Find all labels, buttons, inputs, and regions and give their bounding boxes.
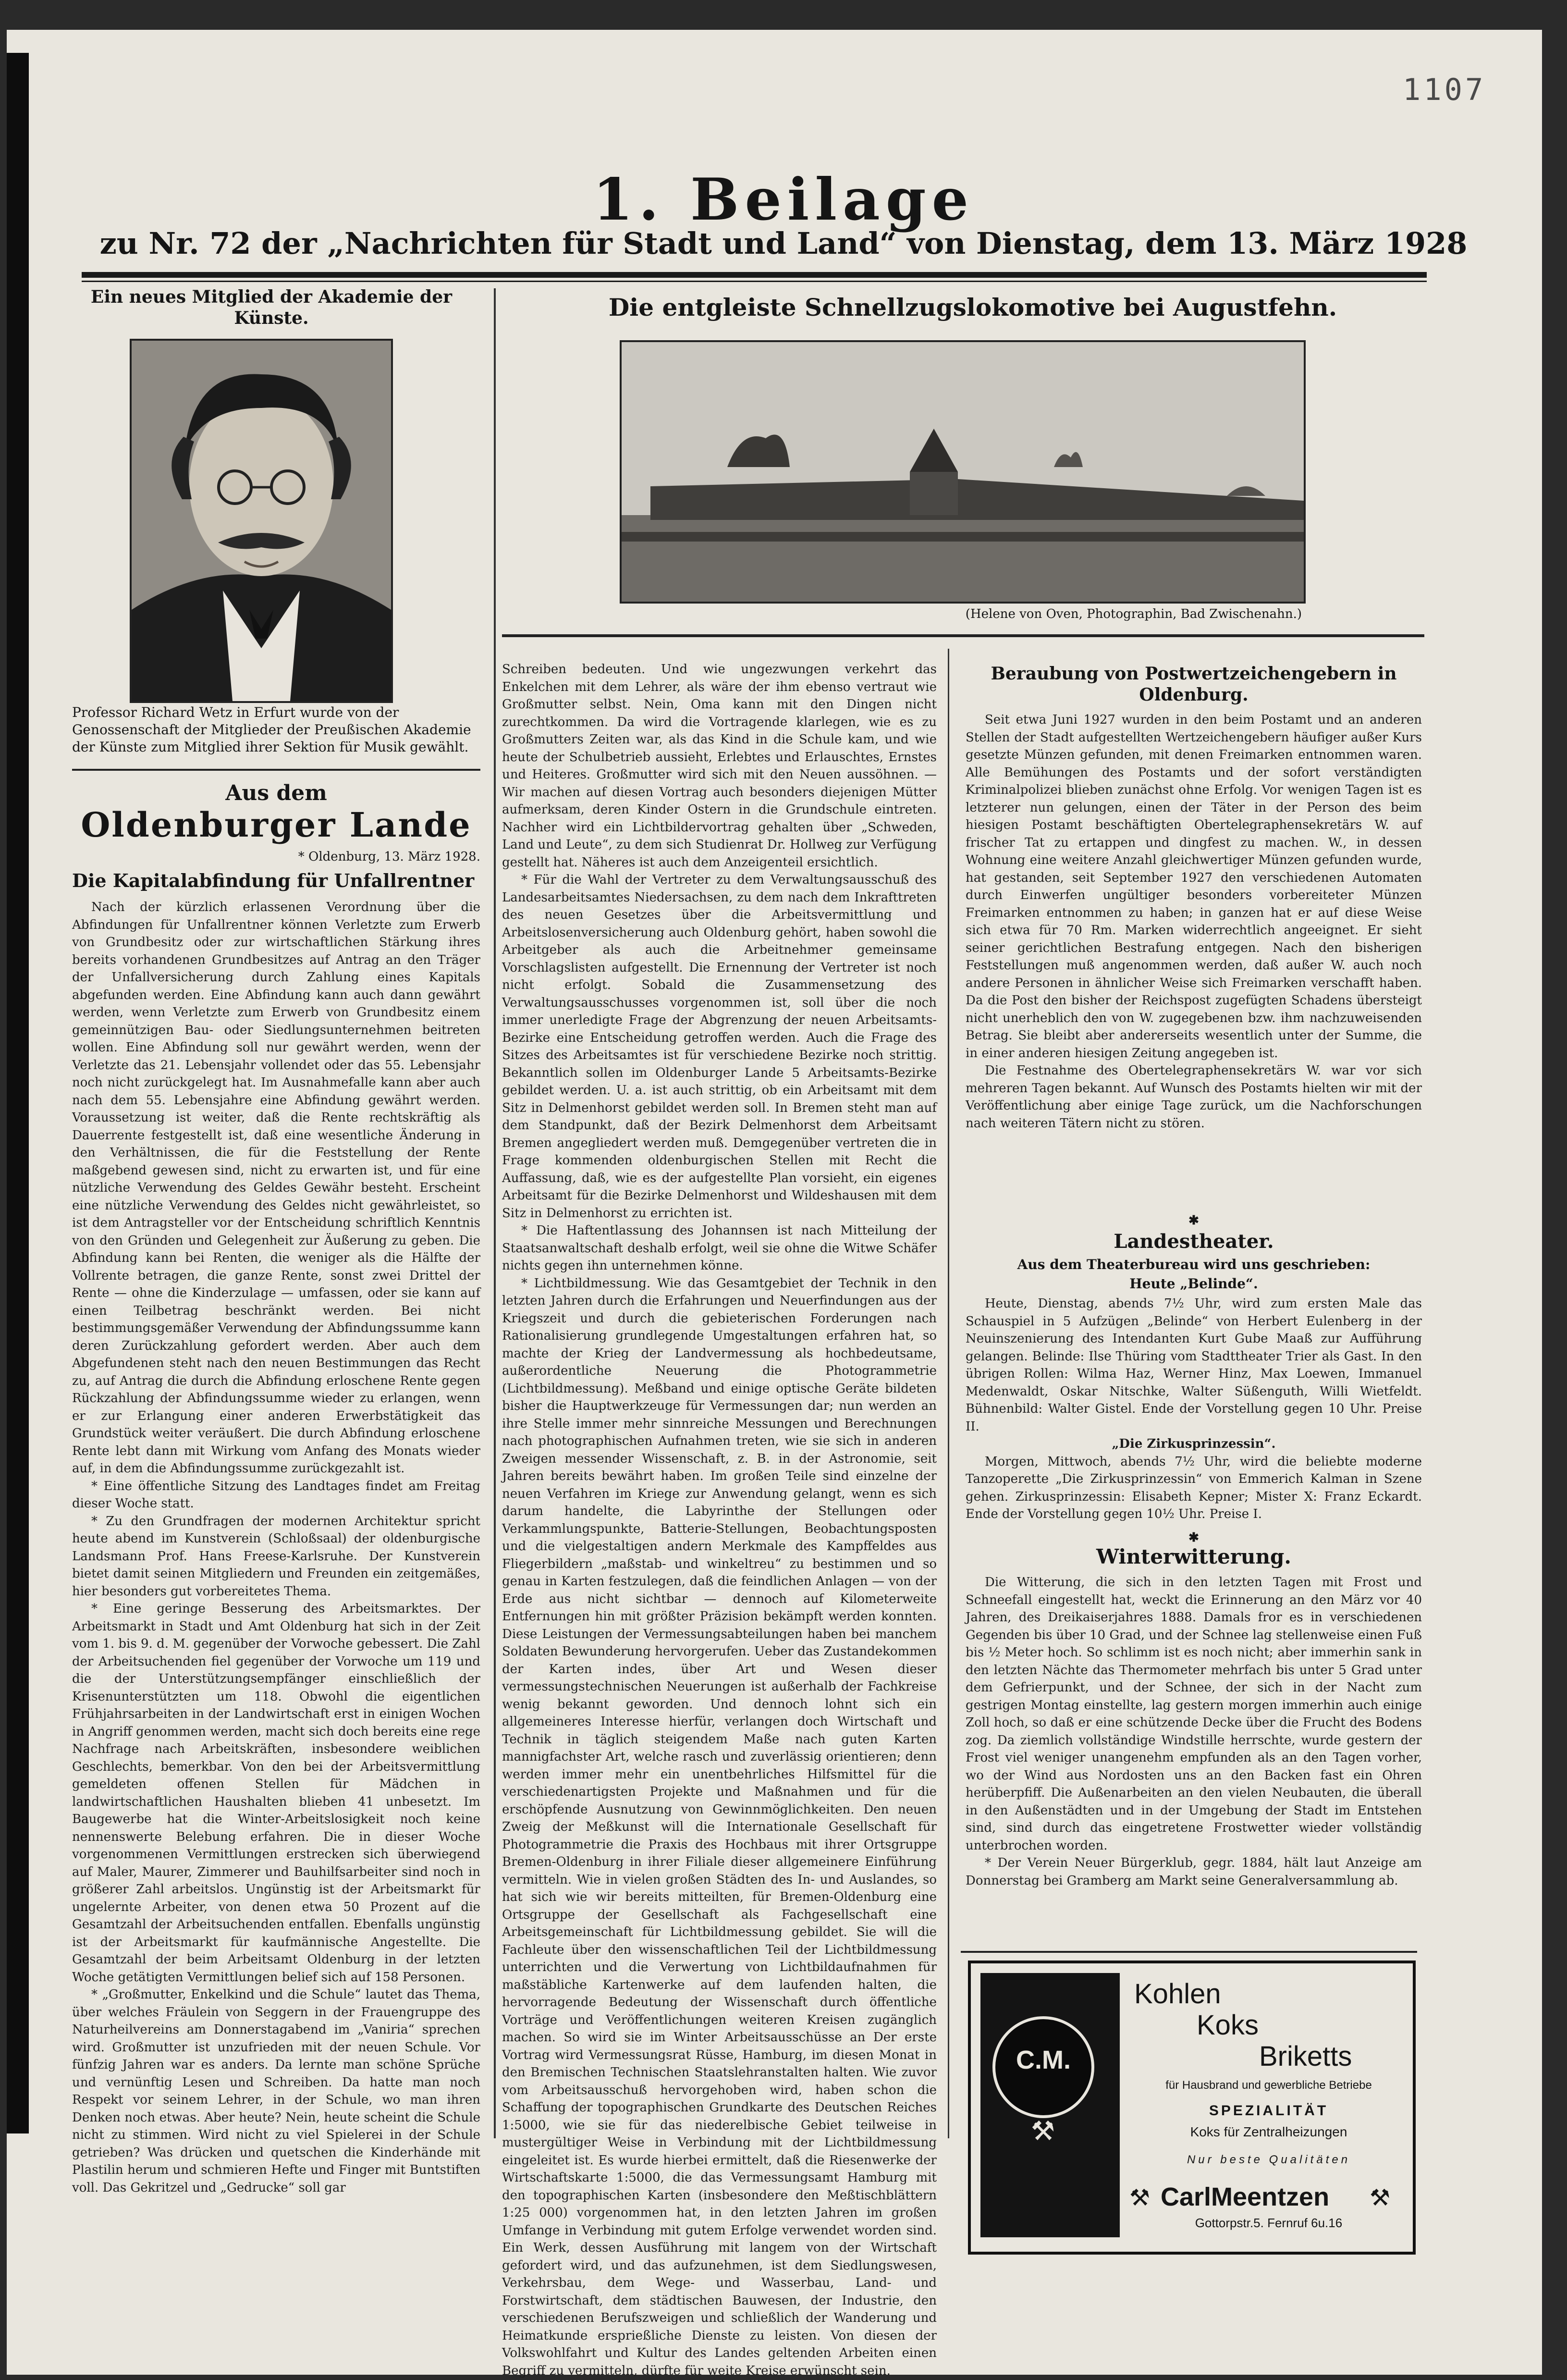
star-ornament: ✱ [1188, 1213, 1199, 1228]
locomotive-heading: Die entgleiste Schnellzugslokomotive bei Augustfehn. [608, 293, 1337, 321]
winter-paragraph: Die Witterung, die sich in den letzten Tagen mit Frost und Schneefall eingestellt hat, weckt die Erinnerung an den März vor 40 Jahren, des Dreikaiserjahres 1888. Damals fror es in verschiedenen Gegenden bis über 10 Grad, und der Schnee lag stellenweise einen Fuß bis ½ Meter hoch. So schlimm ist es noch nicht; aber immerhin sank in den letzten Nächte das Thermometer mehrfach bis unter 5 Grad unter dem Gefrierpunkt, und der Schnee, der sich in der Nacht zum gestrigen Montag einstellte, lag gestern morgen immerhin auch einige Zoll hoch, so daß er eine schützende Decke über die Frucht des Bodens zog. Da ziemlich vollständige Windstille herrschte, wurde gestern der Frost viel weniger unangenehm empfunden als an den Tagen vorher, wo der Wind aus Nordosten uns an den Backen fast ein Ohren herüberpfiff. Die Außenarbeiten an den vielen Neubauten, die überall in den Außenstädten und in der Umgebung der Stadt im Entstehen sind, sind durch das eingetretene Frostwetter wieder vollständig unterbrochen worden. [966, 1575, 1422, 1853]
kapital-paragraph: * Zu den Grundfragen der modernen Architektur spricht heute abend im Kunstverein (Schloßsaal) der oldenburgische Landsmann Prof. Hans Freese-Karlsruhe. Der Kunstverein bietet damit seinen Mitgliedern und Freunden ein zeitgemäßes, hier besonders gut vorbereitetes Thema. [72, 1514, 480, 1599]
kapital-paragraph: Nach der kürzlich erlassenen Verordnung über die Abfindungen für Unfallrentner können Verletzte zum Erwerb von Grundbesitz oder zur wirtschaftlichen Stärkung ihres bereits vorhandenen Grundbesitzes auf Antrag an den Träger der Unfallversicherung durch Zahlung eines Kapitals abgefunden werden. Eine Abfindung kann auch dann gewährt werden, wenn Verletzte zum Erwerb von Grundbesitz einem gemeinnützigen Bau- oder Siedlungsunternehmen beitreten wollen. Eine Abfindung soll nur gewährt werden, wenn der Verletzte das 21. Lebensjahr vollendet oder das 55. Lebensjahr noch nicht zurückgelegt hat. Im Ausnahmefalle kann aber auch nach dem 55. Lebensjahre eine Abfindung gewährt werden. Voraussetzung ist weiter, daß die Rente rechtskräftig als Dauerrente festgestellt ist, daß eine wesentliche Änderung in den Verhältnissen, die für die Feststellung der Rente maßgebend gewesen sind, nicht zu erwarten ist, und für eine nützliche Verwendung des Geldes Gewähr besteht. Erscheint eine nützliche Verwendung des Geldes nicht gewährleistet, so ist dem Antragsteller vor der Entscheidung schriftlich Kenntnis von den Gründen und Gelegenheit zur Äußerung zu geben. Die Abfindung kann bei Renten, die weniger als die Hälfte der Vollrente betragen, die ganze Rente, sonst zwei Drittel der Rente — ohne die Kinderzulage — umfassen, oder sie kann auf einen Teilbetrag beschränkt werden. Bei nicht bestimmungsgemäßer Verwendung der Abfindungssumme kann deren Zurückzahlung gefordert werden. Aber auch dem Abgefundenen steht nach den neuen Bestimmungen das Recht zu, auf Antrag die durch die Abfindung erloschene Rente gegen Rückzahlung der Abfindungssumme wieder zu erlangen, wenn er zur Erlangung einer anderen Erwerbstätigkeit das Grundstück weiter veräußert. Die durch Abfindung erloschene Rente lebt dann mit Wirkung vom Anfang des Monats wieder auf, in dem die Abfindungssumme zurückgezahlt ist. [72, 900, 480, 1476]
ad-company: CarlMeentzen [1161, 2183, 1330, 2211]
kapital-body [72, 899, 480, 2195]
theater-body [966, 1295, 1422, 1540]
theater-heading: Landestheater. [1114, 1230, 1274, 1253]
ad-quality: Nur beste Qualitäten [1187, 2153, 1351, 2166]
ad-line-hausbrand: für Hausbrand und gewerbliche Betriebe [1165, 2079, 1372, 2092]
photo-credit: (Helene von Oven, Photographin, Bad Zwischenahn.) [965, 607, 1302, 621]
beraubung-paragraph: Die Festnahme des Obertelegraphensekretärs W. war vor sich mehreren Tagen bekannt. Auf Wunsch des Postamts hielten wir mit der Veröffentlichung aber einige Tage zurück, um die Nachforschungen nach weiteren Tätern nicht zu stören. [966, 1063, 1422, 1131]
masthead-title: 1. Beilage [592, 166, 974, 234]
winter-heading: Winterwitterung. [1096, 1545, 1291, 1568]
akademie-heading: Ein neues Mitglied der Akademie der Künste. [90, 287, 453, 328]
binding-edge [7, 53, 29, 2133]
kapital-paragraph: * Eine öffentliche Sitzung des Landtages findet am Freitag dieser Woche statt. [72, 1479, 480, 1511]
theater-subheading: Aus dem Theaterbureau wird uns geschrieben: [1017, 1257, 1371, 1272]
masthead-rule-thin [82, 281, 1427, 282]
kapital-paragraph: * Eine geringe Besserung des Arbeitsmarktes. Der Arbeitsmarkt in Stadt und Amt Oldenburg hat sich in der Zeit vom 1. bis 9. d. M. gegenüber der Vorwoche gebessert. Die Zahl der Arbeitsuchenden fiel gegenüber der Vorwoche um 119 und die der Unterstützungsempfänger einschließlich der Krisenunterstützten um 118. Obwohl die eigentlichen Frühjahrsarbeiten in der Landwirtschaft erst in einigen Wochen in Angriff genommen werden, macht sich doch bereits eine rege Nachfrage nach Arbeitskräften, insbesondere weiblichen Geschlechts, bemerkbar. Von den bei der Arbeitsvermittlung gemeldeten offenen Stellen für Mädchen in landwirtschaftlichen Haushalten blieben 41 unbesetzt. Im Baugewerbe hat die Winter-Arbeitslosigkeit noch keine nennenswerte Belebung erfahren. Die in dieser Woche vorgenommenen Vermittlungen erstrecken sich überwiegend auf Maler, Maurer, Zimmerer und Bauhilfsarbeiter sind noch in größerer Zahl arbeitslos. Ungünstig ist der Arbeitsmarkt für ungelernte Arbeiter, von denen etwa 50 Prozent auf die Gesamtzahl der Arbeitsuchenden entfallen. Ebenfalls ungünstig ist der Arbeitsmarkt für kaufmännische Angestellte. Die Gesamtzahl der beim Arbeitsamt Oldenburg in der letzten Woche getätigten Vermittlungen belief sich auf 158 Personen. [72, 1602, 480, 1985]
star-ornament-2: ✱ [1188, 1530, 1199, 1545]
page-number: 1107 [1403, 72, 1486, 107]
ad-rule [961, 1951, 1417, 1953]
photo-rule [502, 634, 1424, 637]
kapital-paragraph: * „Großmutter, Enkelkind und die Schule“ lautet das Thema, über welches Fräulein von Seggern in der Frauengruppe des Naturheilvereins am Donnerstagabend im „Vaniria“ sprechen wird. Großmutter ist unzufrieden mit der neuen Schule. Vor fünfzig Jahren war es anders. Da lernte man schöne Sprüche und vernünftig Lesen und Schreiben. Da hatte man noch Respekt vor seinem Lehrer, in der Schule, wo man ihren Denken noch etwas. Aber heute? Nein, heute scheint die Schule nicht zu stimmen. Wird nicht zu viel Spielerei in der Schule getrieben? Was drücken und quetschen die Kinderhände mit Plastilin herum und schmieren Hefte und Finger mit Buntstiften voll. Das Gekritzel und „Gedrucke“ soll gar [72, 1987, 480, 2195]
column-divider-2 [948, 649, 949, 2138]
middle-paragraph: * Die Haftentlassung des Johannsen ist nach Mitteilung der Staatsanwaltschaft deshalb erfolgt, weil sie ohne die Witwe Schäfer nichts gegen ihn unternehmen könne. [502, 1223, 937, 1273]
ad-special-sub: Koks für Zentralheizungen [1190, 2124, 1347, 2139]
hammer-pick-icon-right: ⚒ [1370, 2184, 1391, 2211]
beraubung-heading: Beraubung von Postwertzeichengebern in Oldenburg. [991, 664, 1397, 705]
section-heading-small: Aus dem [225, 781, 327, 805]
section-rule [72, 769, 480, 771]
ad-line-briketts: Briketts [1259, 2041, 1352, 2072]
section-heading-big: Oldenburger Lande [81, 805, 472, 845]
ad-line-koks: Koks [1197, 2010, 1259, 2041]
ad-special: SPEZIALITÄT [1209, 2103, 1329, 2119]
beraubung-body [966, 711, 1422, 1192]
locomotive-photo [620, 340, 1306, 604]
akademie-caption: Professor Richard Wetz in Erfurt wurde von der Genossenschaft der Mitglieder der Preußischen Akademie der Künste zum Mitglied ihrer Sektion für Musik gewählt. [72, 704, 471, 755]
theater-paragraph: „Die Zirkusprinzessin“. [1112, 1437, 1276, 1451]
dateline: * Oldenburg, 13. März 1928. [298, 850, 480, 864]
ad-line-kohlen: Kohlen [1134, 1978, 1221, 2010]
theater-today: Heute „Belinde“. [1129, 1276, 1258, 1292]
winter-body [966, 1574, 1422, 1948]
middle-paragraph: Schreiben bedeuten. Und wie ungezwungen verkehrt das Enkelchen mit dem Lehrer, als wäre der ihm ebenso vertraut wie Großmutter selbst. Nein, Oma kann mit den Dingen nicht zurechtkommen. Da wird die Vortragende klarlegen, wie es zu Großmutters Zeiten war, als das Kind in die Schule kam, und wie heute der Schulbetrieb aussieht, Erlebtes und Erlauschtes, Ernstes und Heiteres. Großmutter wird sich mit den Neuen aussöhnen. — Wir machen auf diesen Vortrag auch besonders diejenigen Mütter aufmerksam, deren Kinder Ostern in die Grundschule eintreten. Nachher wird ein Lichtbildervortrag gehalten über „Schweden, Land und Leute“, zu dem sich Studienrat Dr. Hollweg zur Verfügung gestellt hat. Näheres ist auch dem Anzeigenteil ersichtlich. [502, 662, 937, 870]
hammer-pick-icon: ⚒ [1030, 2116, 1055, 2147]
ad-logo: C.M. [1016, 2046, 1071, 2074]
portrait-photo [130, 339, 393, 703]
kapital-heading: Die Kapitalabfindung für Unfallrentner [72, 870, 475, 891]
masthead-subtitle: zu Nr. 72 der „Nachrichten für Stadt und Land“ von Dienstag, dem 13. März 1928 [99, 226, 1468, 261]
masthead-rule [82, 272, 1427, 278]
coal-advertisement [968, 1961, 1416, 2255]
hammer-pick-icon-left: ⚒ [1129, 2184, 1151, 2211]
middle-paragraph: * Lichtbildmessung. Wie das Gesamtgebiet der Technik in den letzten Jahren durch die Erfahrungen und Neuerfindungen aus der Kriegszeit und durch die gebieterischen Forderungen nach Rationalisierung grundlegende Umgestaltungen erfahren hat, so machte der Krieg der Landvermessung als hochbedeutsame, außerordentliche Neuerung die Photogrammetrie (Lichtbildmessung). Meßband und einige optische Geräte bildeten bisher die Hauptwerkzeuge für Vermessungen dar; nun werden an ihre Stelle immer mehr sinnreiche Messungen und Berechnungen nach photographischen Aufnahmen treten, wie sie sich in anderen Zweigen messender Wissenschaft, z. B. in der Astronomie, seit Jahren bereits bewährt haben. Im großen Teile sind einzelne der neuen Verfahren im Kriege zur Anwendung gelangt, wenn es sich darum handelte, die Labyrinthe der Stellungen oder Verkammlungspunkte, Batterie-Stellungen, Beobachtungsposten und die vielgestaltigen andern Merkmale des Kampffeldes aus Fliegerbildern „maßstab- und winkeltreu“ zu bestimmen und so genau in Karten festzulegen, daß die feindlichen Anlagen — von der Erde aus nicht sichtbar — dennoch auf Kilometerweite Entfernungen hin mit größter Präzision bekämpft werden konnten. Diese Leistungen der Vermessungsabteilungen haben bei manchem Soldaten Bewunderung hervorgerufen. Ueber das Zustandekommen der Karten indes, über Art und Wesen dieser vermessungstechnischen Neuerungen ist außerhalb der Fachkreise wenig bekannt geworden. Und dennoch lohnt sich ein allgemeineres Interesse hierfür, verlangen doch Wirtschaft und Technik in täglich steigendem Maße nach guten Karten mannigfachster Art, welche rasch und zuverlässig orientieren; denn werden immer mehr ein unentbehrliches Hilfsmittel für die verschiedenartigsten Projekte und Maßnahmen und für die erschöpfende Ausnutzung von Gewinnmöglichkeiten. Den neuen Zweig der Meßkunst will die Internationale Gesellschaft für Photogrammetrie die Praxis des Hochbaus mit ihrer Ortsgruppe Bremen-Oldenburg in ihrer Filiale dieser allgemeinere Einführung vermitteln. Wie in vielen großen Städten des In- und Auslandes, so hat sich wie wir bereits mitteilten, für Bremen-Oldenburg eine Ortsgruppe der Gesellschaft als Fachgesellschaft eine Arbeitsgemeinschaft für Lichtbildmessung gebildet. Sie will die Fachleute über den wissenschaftlichen Teil der Lichtbildmessung unterrichten und die Verwertung von Lichtbildaufnahmen für maßstäbliche Kartenwerke auf dem laufenden halten, die hervorragende Bedeutung der Wissenschaft durch öffentliche Vorträge und Veröffentlichungen weiteren Kreisen zugänglich machen. So wird sie im Winter Arbeitsausschüsse an Der erste Vortrag wird Vermessungsrat Rüsse, Hamburg, im diesen Monat in den Bremischen Technischen Staatslehranstalten halten. Wie zuvor vom Arbeitsausschuß hervorgehoben wird, haben schon die Schaffung der topographischen Grundkarte des Deutschen Reiches 1:5000, wie sie für das niederelbische Gebiet teilweise in mustergültiger Weise in Verbindung mit der Lichtbildmessung eingeleitet ist. Es wurde hierbei ermittelt, daß die Riesenwerke der Wirtschaftskarte 1:5000, die das Vermessungsamt Hamburg mit den topographischen Karten (insbesondere den Meßtischblättern 1:25 000) vorgenommen hat, in den letzten Jahren im großen Umfange in Verbindung mit gutem Erfolge verwendet worden sind. Ein Werk, dessen Ausführung mit langem von der Wirtschaft gefordert wird, und das aufzunehmen, ist dem Siedlungswesen, Verkehrsbau, dem Wege- und Wasserbau, Land- und Forstwirtschaft, dem städtischen Bauwesen, der Industrie, den verschiedenen Berufszweigen und schließlich der Wanderung und Heimatkunde ersprießliche Dienste zu leisten. Von diesen der Volkswohlfahrt und Kultur des Landes geltenden Arbeiten einen Begriff zu vermitteln, dürfte für weite Kreise erwünscht sein. [502, 1276, 937, 2378]
beraubung-paragraph: Seit etwa Juni 1927 wurden in den beim Postamt und an anderen Stellen der Stadt aufgestellten Wertzeichengebern häufiger außer Kurs gesetzte Münzen gefunden, mit denen Freimarken entnommen waren. Alle Bemühungen des Postamts und der sofort verständigten Kriminalpolizei blieben zunächst ohne Erfolg. Vor wenigen Tagen ist es letzterer nun gelungen, einen der Täter in der Person des beim hiesigen Postamt beschäftigten Obertelegraphensekretärs W. auf frischer Tat zu ertappen und dingfest zu machen. W., in dessen Wohnung eine weitere Anzahl gleichwertiger Münzen gefunden wurde, hat gestanden, seit September 1927 den verschiedenen Automaten durch Einwerfen ungültiger besonders vorbereiteter Münzen Freimarken entnommen zu haben; in ganzen hat er auf diese Weise sich etwa für 70 Rm. Marken widerrechtlich angeeignet. Er sieht seiner gerichtlichen Bestrafung entgegen. Nach den bisherigen Feststellungen muß angenommen werden, daß außer W. auch noch andere Personen in ähnlicher Weise sich Freimarken verschafft haben. Da die Post den bisher der Reichspost zugefügten Schadens übersteigt nicht unerheblich den von W. zugegebenen bzw. ihm nachzuweisenden Betrag. Sie bleibt aber andererseits wesentlich unter der Summe, die in einer anderen hiesigen Zeitung angegeben ist. [966, 713, 1422, 1061]
ad-address: Gottorpstr.5. Fernruf 6u.16 [1195, 2216, 1343, 2230]
column-divider [494, 288, 496, 2138]
middle-paragraph: * Für die Wahl der Vertreter zu dem Verwaltungsausschuß des Landesarbeitsamtes Niedersachsen, zu dem nach dem Inkrafttreten des neuen Gesetzes über die Arbeitsvermittlung und Arbeitslosenversicherung auch Oldenburg gehört, haben sowohl die Arbeitgeber als auch die Arbeitnehmer gemeinsame Vorschlagslisten aufgestellt. Die Ernennung der Vertreter ist noch nicht erfolgt. Sobald die Zusammensetzung des Verwaltungsausschusses vorgenommen ist, soll über die noch immer unerledigte Frage der Abgrenzung der neuen Arbeitsamts-Bezirke eine Entscheidung getroffen werden. Auch die Frage des Sitzes des Arbeitsamtes ist für verschiedene Bezirke noch strittig. Bekanntlich sollen im Oldenburger Lande 5 Arbeitsamts-Bezirke gebildet werden. U. a. ist auch strittig, ob ein Arbeitsamt mit dem Sitz in Delmenhorst gebildet werden soll. In Bremen steht man auf dem Standpunkt, daß der Bezirk Delmenhorst dem Arbeitsamt Bremen angegliedert werden muß. Demgegenüber vertreten die in Frage kommenden oldenburgischen Stellen mit Recht die Auffassung, daß, wie es der aufgestellte Plan vorsieht, ein eigenes Arbeitsamt für die Bezirke Delmenhorst und Wildeshausen mit dem Sitz in Delmenhorst zu errichten ist. [502, 873, 937, 1221]
winter-paragraph: * Der Verein Neuer Bürgerklub, gegr. 1884, hält laut Anzeige am Donnerstag bei Gramberg am Markt seine Generalversammlung ab. [966, 1856, 1422, 1888]
theater-paragraph: Morgen, Mittwoch, abends 7½ Uhr, wird die beliebte moderne Tanzoperette „Die Zirkusprinzessin“ von Emmerich Kalman in Szene gehen. Zirkusprinzessin: Elisabeth Kepner; Mister X: Franz Eckardt. Ende der Vorstellung gegen 10½ Uhr. Preise I. [966, 1454, 1422, 1521]
middle-body [502, 661, 937, 2378]
theater-paragraph: Heute, Dienstag, abends 7½ Uhr, wird zum ersten Male das Schauspiel in 5 Aufzügen „Belinde“ von Herbert Eulenberg in der Neuinszenierung des Intendanten Kurt Gube Maaß zur Aufführung gelangen. Belinde: Ilse Thüring vom Stadttheater Trier als Gast. In den übrigen Rollen: Wilma Haz, Werner Hinz, Max Loewen, Immanuel Medenwaldt, Oskar Nitschke, Walter Süßenguth, Willi Wietfeldt. Bühnenbild: Walter Gistel. Ende der Vorstellung gegen 10 Uhr. Preise II. [966, 1296, 1422, 1434]
